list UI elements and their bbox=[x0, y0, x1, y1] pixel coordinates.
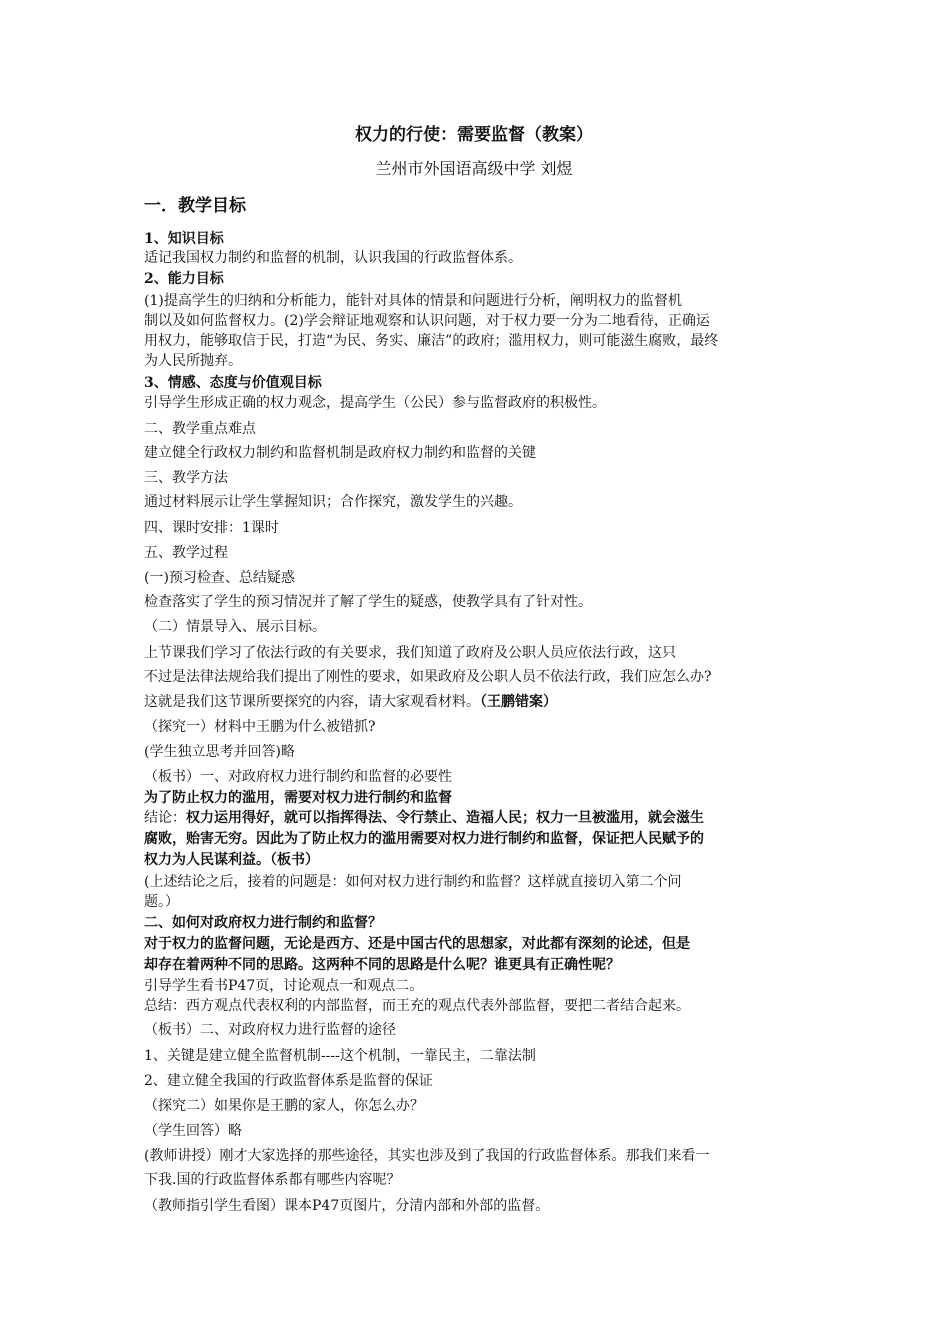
paragraph-line: (上述结论之后，接着的问题是：如何对权力进行制约和监督？这样就直接切入第二个问 bbox=[144, 874, 682, 890]
section-label: 三、教学方法 bbox=[144, 470, 228, 486]
paragraph-line: 建立健全行政权力制约和监督机制是政府权力制约和监督的关键 bbox=[144, 445, 536, 461]
emphasis-line: 腐败，贻害无穷。因此为了防止权力的滥用需要对权力进行制约和监督，保证把人民赋予的 bbox=[144, 831, 704, 847]
section-heading: 一．教学目标 bbox=[144, 196, 246, 216]
author-line: 兰州市外国语高级中学 刘煜 bbox=[375, 159, 573, 178]
paragraph-line: (1)提高学生的归纳和分析能力，能针对具体的情景和问题进行分析，阐明权力的监督机 bbox=[144, 293, 682, 309]
paragraph-line: (教师讲授）刚才大家选择的那些途径，其实也涉及到了我国的行政监督体系。那我们来看一 bbox=[144, 1148, 710, 1164]
paragraph-line: 1、关键是建立健全监督机制----这个机制，一靠民主，二靠法制 bbox=[144, 1048, 536, 1064]
paragraph-line: 通过材料展示让学生掌握知识；合作探究，激发学生的兴趣。 bbox=[144, 494, 522, 510]
doc-title: 权力的行使：需要监督（教案） bbox=[355, 125, 593, 145]
conclusion-text: 权力运用得好，就可以指挥得法、令行禁止、造福人民；权力一旦被滥用，就会滋生 bbox=[186, 810, 704, 826]
section-label: 五、教学过程 bbox=[144, 545, 228, 561]
paragraph-line: 题。） bbox=[144, 894, 179, 910]
paragraph-line: （板书）一、对政府权力进行制约和监督的必要性 bbox=[144, 769, 452, 785]
paragraph-line: （探究一）材料中王鹏为什么被错抓? bbox=[144, 719, 376, 735]
paragraph-line: 引导学生形成正确的权力观念，提高学生（公民）参与监督政府的积极性。 bbox=[144, 395, 606, 411]
paragraph-line: （教师指引学生看图）课本P47页图片，分清内部和外部的监督。 bbox=[144, 1198, 550, 1214]
section-label: （二）情景导入、展示目标。 bbox=[144, 619, 326, 635]
paragraph-line bbox=[144, 692, 824, 712]
emphasis-line: 对于权力的监督问题，无论是西方、还是中国古代的思想家，对此都有深刻的论述，但是 bbox=[144, 936, 690, 952]
paragraph-line bbox=[144, 808, 824, 828]
section-label: (一)预习检查、总结疑惑 bbox=[144, 570, 295, 586]
subheading: 2、能力目标 bbox=[144, 271, 224, 287]
emphasis-line: 却存在着两种不同的思路。这两种不同的思路是什么呢？谁更具有正确性呢？ bbox=[144, 957, 620, 973]
paragraph-line: 为人民所抛弃。 bbox=[144, 353, 242, 369]
emphasis-line: 权力为人民谋利益。（板书） bbox=[144, 852, 319, 868]
paragraph-line: 不过是法律法规给我们提出了刚性的要求，如果政府及公职人员不依法行政，我们应怎么办? bbox=[144, 669, 712, 685]
paragraph-line: 适记我国权力制约和监督的机制，认识我国的行政监督体系。 bbox=[144, 250, 522, 266]
case-label: （王鹏错案） bbox=[480, 694, 557, 710]
paragraph-line: 制以及如何监督权力。(2)学会辩证地观察和认识问题，对于权力要一分为二地看待，正确运 bbox=[144, 313, 710, 329]
section-label: 二、教学重点难点 bbox=[144, 421, 256, 437]
paragraph-line: (学生独立思考并回答)略 bbox=[144, 744, 295, 760]
conclusion-label: 结论： bbox=[144, 810, 186, 826]
subheading: 3、情感、态度与价值观目标 bbox=[144, 375, 322, 391]
paragraph-line: 总结：西方观点代表权利的内部监督，而王充的观点代表外部监督，要把二者结合起来。 bbox=[144, 998, 690, 1014]
paragraph-line: 下我.国的行政监督体系都有哪些内容呢？ bbox=[144, 1172, 401, 1188]
emphasis-line: 为了防止权力的滥用，需要对权力进行制约和监督 bbox=[144, 790, 452, 806]
paragraph-line: （学生回答）略 bbox=[144, 1123, 242, 1139]
paragraph-line: 2、建立健全我国的行政监督体系是监督的保证 bbox=[144, 1073, 433, 1089]
paragraph-line: （探究二）如果你是王鹏的家人，你怎么办？ bbox=[144, 1098, 424, 1114]
paragraph-line: 用权力，能够取信于民，打造“为民、务实、廉洁”的政府；滥用权力，则可能滋生腐败，最终 bbox=[144, 333, 719, 349]
paragraph-line: 引导学生看书P47页，讨论观点一和观点二。 bbox=[144, 978, 424, 994]
section-label: 四、课时安排：1课时 bbox=[144, 520, 279, 536]
subheading: 1、知识目标 bbox=[144, 231, 224, 247]
emphasis-line: 二、如何对政府权力进行制约和监督？ bbox=[144, 915, 382, 931]
paragraph-text: 这就是我们这节课所要探究的内容，请大家观看材料。 bbox=[144, 694, 480, 710]
paragraph-line: 上节课我们学习了依法行政的有关要求，我们知道了政府及公职人员应依法行政，这只 bbox=[144, 645, 676, 661]
paragraph-line: 检查落实了学生的预习情况并了解了学生的疑惑，使教学具有了针对性。 bbox=[144, 594, 592, 610]
paragraph-line: （板书）二、对政府权力进行监督的途径 bbox=[144, 1022, 396, 1038]
